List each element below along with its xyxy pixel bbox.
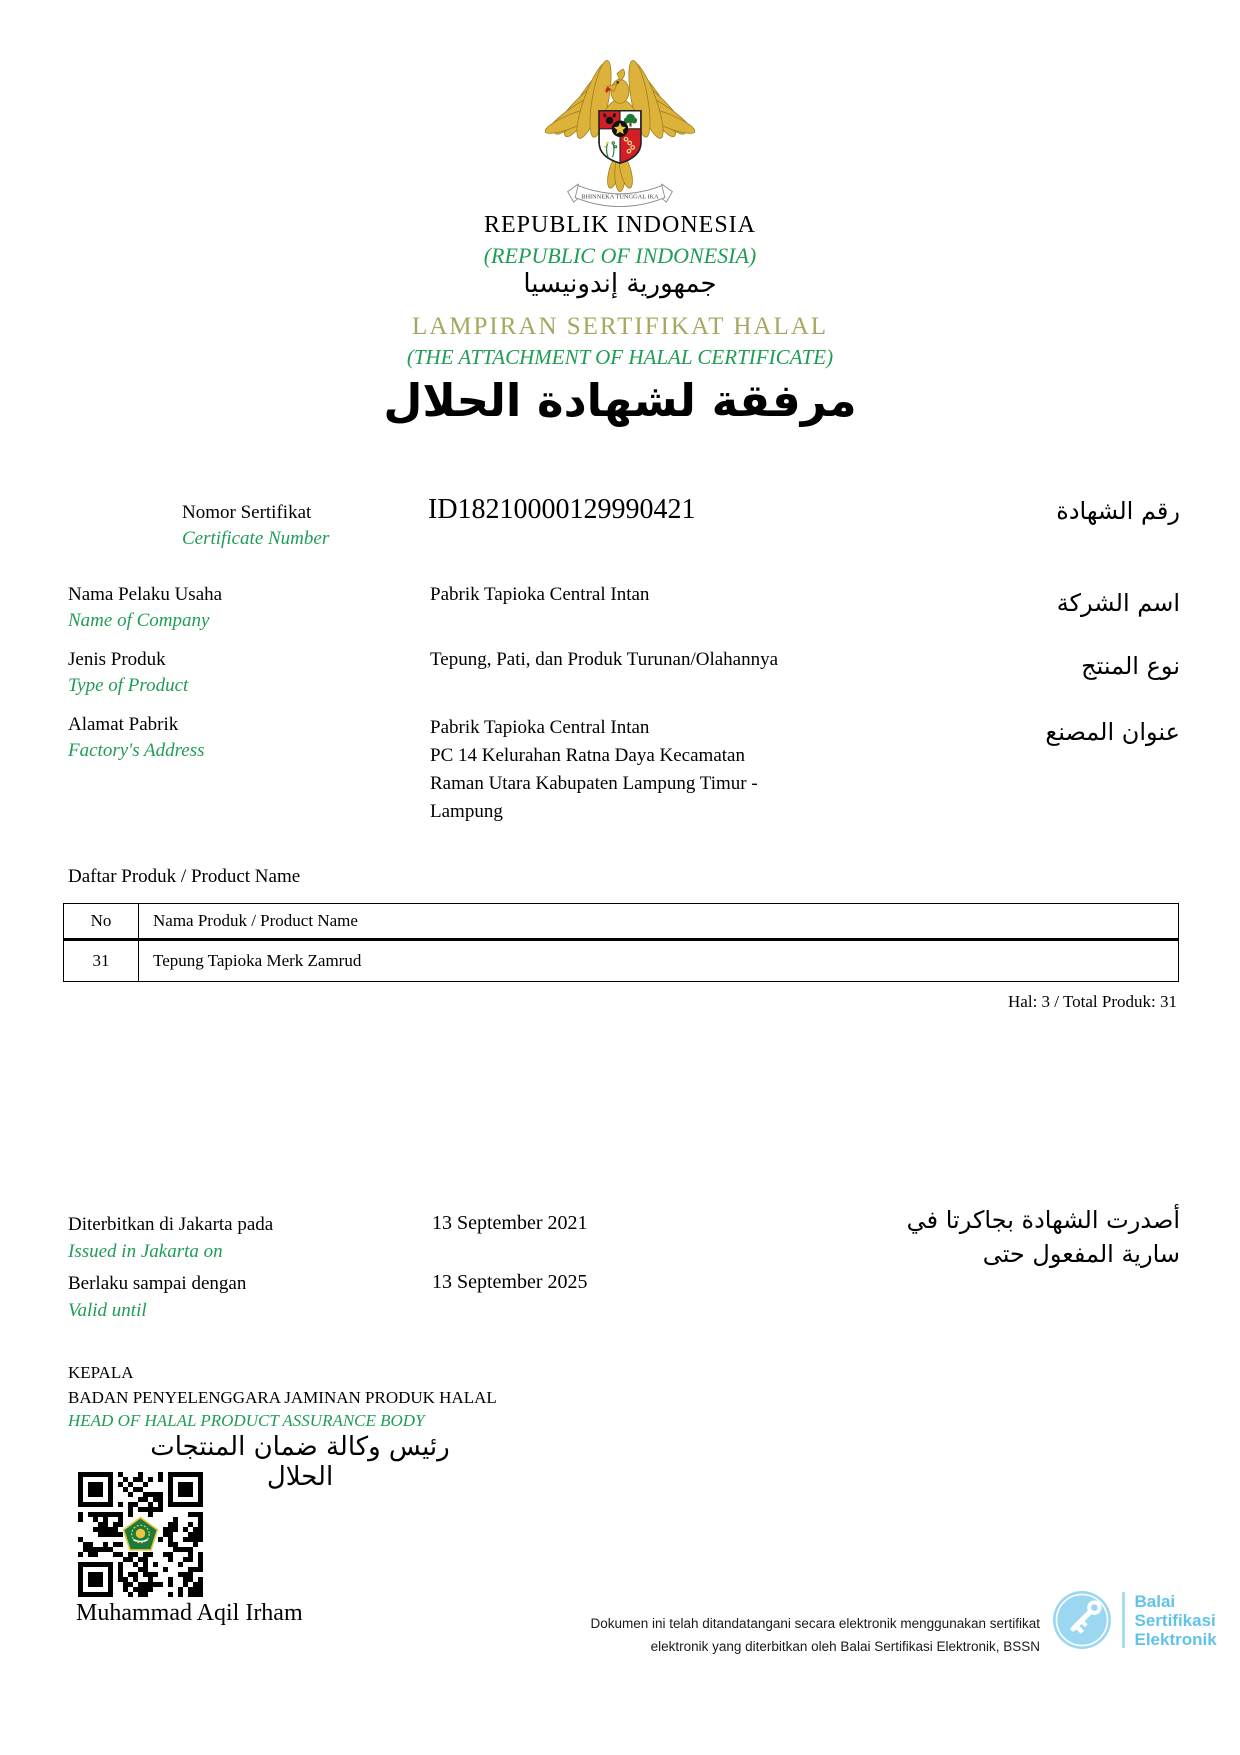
bse-logo-divider [1122,1592,1125,1648]
certificate-number-label-ar: رقم الشهادة [1056,497,1180,525]
bse-logo [1052,1590,1217,1650]
issued-label: Diterbitkan di Jakarta pada [68,1214,274,1235]
valid-until-label-ar: سارية المفعول حتى [982,1240,1180,1268]
bse-logo-line3: Elektronik [1134,1629,1217,1649]
factory-address-label-en: Factory's Address [68,740,205,761]
attachment-title: LAMPIRAN SERTIFIKAT HALAL [411,313,829,340]
attachment-title-ar: مرفقة لشهادة الحلال [383,374,857,427]
page-info: Hal: 3 / Total Produk: 31 [1008,992,1177,1011]
product-type-label-en: Type of Product [68,675,189,696]
product-no: 31 [64,941,139,981]
bse-logo-line1: Balai [1134,1591,1176,1611]
motto-text: BHINNEKA TUNGGAL IKA [581,193,659,201]
attachment-title-en: (THE ATTACHMENT OF HALAL CERTIFICATE) [406,345,834,369]
esign-disclaimer [540,1612,1040,1658]
valid-until-date: 13 September 2025 [432,1271,588,1293]
table-row [64,941,1178,981]
signatory-title-en: HEAD OF HALAL PRODUCT ASSURANCE BODY [68,1411,425,1430]
certificate-number-label: Nomor Sertifikat [182,502,312,523]
eye [616,81,619,84]
bse-logo-line2: Sertifikasi [1134,1610,1216,1630]
product-list-title: Daftar Produk / Product Name [68,866,301,887]
col-no-header: No [64,904,139,938]
valid-until-label: Berlaku sampai dengan [68,1273,247,1294]
garuda-pancasila-emblem [545,45,695,217]
factory-address-label-ar: عنوان المصنع [1045,718,1180,746]
col-name-header: Nama Produk / Product Name [153,911,358,930]
address-line: Lampung [430,801,503,822]
country-name: REPUBLIK INDONESIA [484,212,756,238]
product-type-value: Tepung, Pati, dan Produk Turunan/Olahannya [430,649,779,670]
signatory-title-ar: رئيس وكالة ضمان المنتجات الحلال [150,1432,450,1492]
company-name-label: Nama Pelaku Usaha [68,584,223,605]
issued-label-en: Issued in Jakarta on [68,1241,223,1262]
kemenag-pentagon-logo [122,1516,159,1553]
country-name-ar: جمهورية إندونيسيا [523,269,717,299]
pancasila-shield [599,111,641,163]
valid-until-label-en: Valid until [68,1300,147,1321]
factory-address-value [430,714,758,826]
product-type-label: Jenis Produk [68,649,166,670]
signatory-title-2: BADAN PENYELENGGARA JAMINAN PRODUK HALAL [68,1388,497,1407]
company-name-value: Pabrik Tapioka Central Intan [430,584,650,605]
certificate-number-label-en: Certificate Number [182,528,330,549]
company-name-label-en: Name of Company [68,610,210,631]
product-table [63,903,1179,982]
product-table-header [64,904,1178,941]
issued-label-ar: أصدرت الشهادة بجاكرتا في [906,1206,1180,1234]
product-type-label-ar: نوع المنتج [1081,652,1180,680]
company-name-label-ar: اسم الشركة [1056,589,1180,617]
issued-date: 13 September 2021 [432,1212,588,1234]
address-line: PC 14 Kelurahan Ratna Daya Kecamatan [430,745,745,766]
signatory-name: Muhammad Aqil Irham [76,1600,303,1626]
esign-disclaimer-line1: Dokumen ini telah ditandatangani secara elektronik menggunakan sertifikat [590,1616,1040,1631]
factory-address-label: Alamat Pabrik [68,714,179,735]
address-line: Pabrik Tapioka Central Intan [430,717,650,738]
certificate-number-value: ID18210000129990421 [428,494,696,525]
product-name: Tepung Tapioka Merk Zamrud [153,951,362,970]
country-name-en: (REPUBLIC OF INDONESIA) [483,243,757,268]
address-line: Raman Utara Kabupaten Lampung Timur - [430,773,758,794]
bse-logo-text [1135,1592,1217,1649]
esign-disclaimer-line2: elektronik yang diterbitkan oleh Balai Sertifikasi Elektronik, BSSN [650,1639,1040,1654]
qr-code [78,1472,203,1597]
bse-key-icon [1052,1590,1112,1650]
signatory-title-1: KEPALA [68,1363,134,1382]
